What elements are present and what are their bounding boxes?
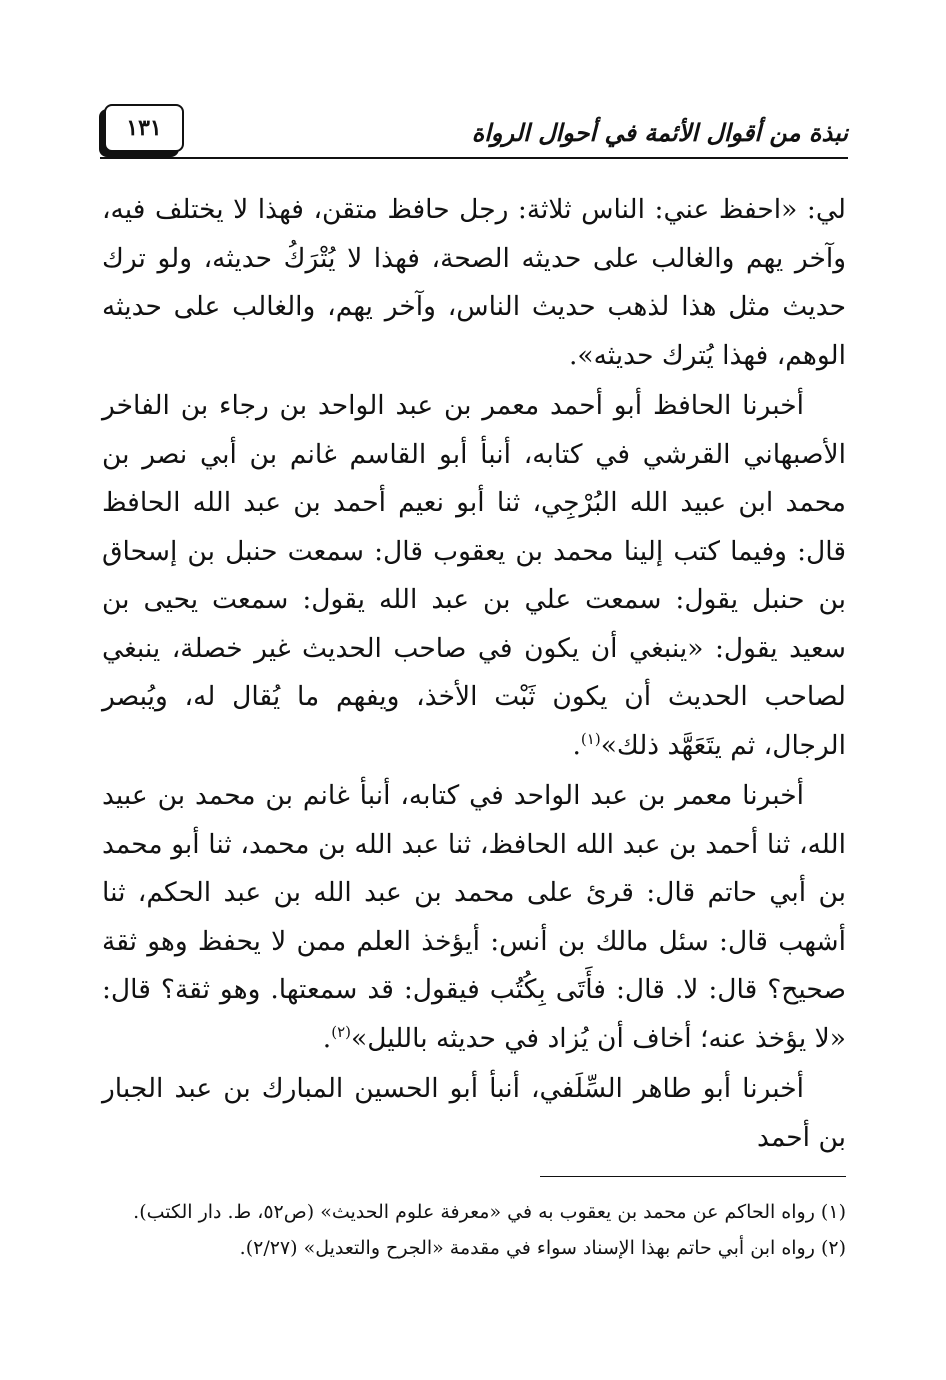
running-title: نبذة من أقوال الأئمة في أحوال الرواة [471, 118, 848, 147]
paragraph-3-period: . [322, 1022, 332, 1054]
footnote-ref-1: (١) [580, 729, 601, 748]
body-text [102, 186, 846, 1164]
paragraph-2 [102, 382, 846, 770]
footnote-2: (٢) رواه ابن أبي حاتم بهذا الإسناد سواء في مقدمة «الجرح والتعديل» (٢/٢٧). [239, 1237, 846, 1259]
paragraph-1: لي: «احفظ عني: الناس ثلاثة: رجل حافظ متقن، فهذا لا يختلف فيه، وآخر يهم والغالب على حديثه الصحة، فهذا لا يُتْرَكُ حديثه، ولو ترك حديث مثل هذا لذهب حديث الناس، وآخر يهم، والغالب على حديثه الوهم، فهذا يُترك حديثه». [102, 194, 846, 371]
header-divider [100, 157, 848, 159]
paragraph-4: أخبرنا أبو طاهر السِّلَفي، أنبأ أبو الحسين المبارك بن عبد الجبار بن أحمد [102, 1073, 846, 1153]
footnote-divider [540, 1176, 846, 1177]
paragraph-2-text: أخبرنا الحافظ أبو أحمد معمر بن عبد الواحد بن رجاء بن الفاخر الأصبهاني القرشي في كتابه، أنبأ أبو القاسم غانم بن أبي نصر بن محمد ابن عبيد الله البُرْجِي، ثنا أبو نعيم أحمد بن عبد الله الحافظ قال: وفيما كتب إلينا محمد بن يعقوب قال: سمعت حنبل بن إسحاق بن حنبل يقول: سمعت علي بن عبد الله يقول: سمعت يحيى بن سعيد يقول: «ينبغي أن يكون في صاحب الحديث غير خصلة، ينبغي لصاحب الحديث أن يكون ثَبْت الأخذ، ويفهم ما يُقال له، ويُبصر الرجال، ثم يتَعَهَّد ذلك» [102, 390, 846, 761]
paragraph-3 [102, 772, 846, 1063]
page-number: ١٣١ [104, 104, 184, 152]
page-header [100, 100, 848, 160]
paragraph-3-text: أخبرنا معمر بن عبد الواحد في كتابه، أنبأ غانم بن محمد بن عبيد الله، ثنا أحمد بن عبد الله الحافظ، ثنا عبد الله بن محمد، ثنا أبو محمد بن أبي حاتم قال: قرئ على محمد بن عبد الله بن عبد الحكم، ثنا أشهب قال: سئل مالك بن أنس: أيؤخذ العلم ممن لا يحفظ وهو ثقة صحيح؟ قال: لا. قال: فأَتَى بِكُتُب فيقول: قد سمعتها. وهو ثقة؟ قال: «لا يؤخذ عنه؛ أخاف أن يُزاد في حديثه بالليل» [102, 780, 846, 1054]
footnote-1: (١) رواه الحاكم عن محمد بن يعقوب به في «معرفة علوم الحديث» (ص٥٢، ط. دار الكتب). [133, 1201, 846, 1223]
paragraph-2-period: . [572, 729, 581, 761]
footnotes [100, 1194, 846, 1266]
footnote-ref-2: (٢) [331, 1022, 351, 1041]
